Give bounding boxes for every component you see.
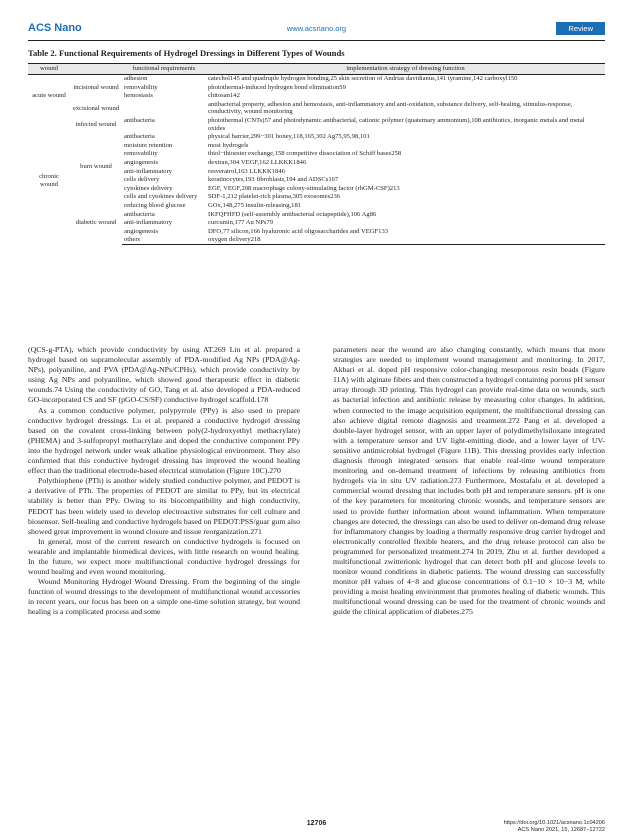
cell-subtype: excisional wound — [72, 104, 120, 112]
cell-requirement — [122, 100, 206, 116]
header-wound: wound — [28, 64, 70, 75]
header-rule — [28, 40, 605, 41]
journal-url[interactable]: www.acsnano.org — [286, 24, 347, 33]
paragraph: As a common conductive polymer, polypyrrole (PPy) is also used to prepare conductive hydrogel dressings. Lu et al. prepared a conductive hydrogel dressing based on the covalent cross-linking between poly(2-hydroxyethyl methacrylate) (PHEMA) and 3-sulfopropyl methacrylate and doped the conductive component PPy into the hydrogel network under weak alkaline physiological environment. They also confirmed that this conductive hydrogel dressing has improved the wound healing effect than the traditional electrode-based electrical stimulation (Figure 10C).270 — [28, 405, 300, 476]
cell-strategy: SDF-1,212 platelet-rich plasma,305 exosomes236 — [208, 193, 341, 201]
page-number: 12706 — [306, 820, 327, 827]
cell-requirement: others — [122, 236, 206, 245]
cell-subtype: burn wound — [80, 163, 112, 171]
journal-name: ACS Nano — [28, 22, 82, 34]
table-row — [28, 202, 605, 211]
cell-requirement: cytokines delivery — [124, 184, 173, 192]
header-subtype — [70, 64, 122, 75]
section-badge: Review — [556, 22, 605, 35]
cell-requirement: cells delivery — [124, 176, 160, 184]
cell-strategy: dextran,304 VEGF,162 LLKKK1846 — [208, 159, 307, 167]
citation: ACS Nano 2021, 15, 12687−12722 — [517, 827, 605, 833]
cell-requirement: antibacteria — [124, 117, 155, 125]
cell-subtype: infected wound — [75, 120, 117, 128]
cell-requirement: hemostasis — [124, 92, 153, 100]
cell-requirement: removability — [124, 83, 158, 91]
cell-strategy: curcumin,177 Au NPs79 — [208, 219, 274, 227]
paragraph: Wound Monitoring Hydrogel Wound Dressing. From the beginning of the single function of wound dressings to the development of multifunctional wound accessories in recent years, our focus has been on a simple one-time solution strategy, but wound healing is a complicated process and some — [28, 577, 300, 617]
table-row — [28, 100, 605, 116]
cell-requirement: removability — [124, 150, 158, 158]
requirements-table — [28, 63, 605, 245]
cell-wound: acute wound — [32, 91, 66, 99]
cell-strategy: DFO,77 silicon,166 hyaluronic acid oligosaccharides and VEGF133 — [208, 227, 389, 235]
cell-requirement: reducing blood glucose — [124, 202, 186, 209]
cell-strategy: resveratrol,163 LLKKK1846 — [208, 167, 285, 175]
header-requirements: functional requirements — [122, 64, 206, 75]
paragraph: In general, most of the current research on conductive hydrogels is focused on wearable and implantable biomedical devices, with little research on wound healing. In the future, we expect more multifunctional conductive hydrogel dressings for wound healing and even wound monitoring. — [28, 536, 300, 577]
cell-requirement: antibacteria — [124, 133, 155, 141]
cell-requirement: anti-inflammatory — [124, 167, 172, 175]
cell-strategy: chitosan142 — [208, 92, 240, 100]
cell-strategy: IKFQFHFD (self-assembly antibacterial octapeptide),106 Ag86 — [208, 210, 377, 218]
cell-strategy: physical barrier,299−301 honey,118,165,302 Ag75,95,98,101 — [208, 133, 370, 141]
cell-requirement: antibacteria — [124, 210, 155, 218]
paragraph: parameters near the wound are also changing constantly, which means that more strategies are needed to implement wound management and monitoring. In 2017, Akbari et al. doped pH responsive color-changing mesoporous resin beads (Figure 11A) with alginate fibers and then constructed a hydrogel containing porous pH sensor array through 3D printing. This hydrogel can provide real-time data on wounds, such as bacterial infection and antibiotic release by measuring color changes. In addition, when connected to the image acquisition equipment, the multifunctional dressing can also achieve digital remote diagnosis and treatment.272 Pang et al. developed a double-layer hydrogel sensor, with an upper layer of polydimethylsiloxane integrated with a temperature sensor and UV light-emitting diode, and a lower layer of UV-sensitive antimicrobial hydrogel (Figure 11B). This dressing provides early infection diagnosis through integrated sensors that enable real-time wound temperature monitoring and on-demand treatment of infections by releasing antibiotics from hydrogels via in situ UV radiation.273 Furthermore, Mostafalu et al. developed a commercial wound dressing that includes both pH and temperature sensors. pH is one of the key parameters for monitoring chronic wounds, and temperature sensors are used to provide further information about wound inflammation. When temperature changes are detected, the dressings can also be used to deliver on-demand drug release for inflammatory changes by loading a thermally responsive drug carrier hydrogel and electronically controlled flexible heaters, and the drug release protocol can also be programmed for personalized treatment.274 In 2019, Zhu et al. further developed a multifunctional zwitterionic hydrogel that can detect both pH and glucose levels to monitor wound conditions in diabetic patients. The wound dressing can successfully monitor pH values of 4−8 and glucose concentrations of 0.1−10 × 10−3 M, while providing a moist healing environment that promotes healing of diabetic wounds. This multifunctional wound dressing can be used for the treatment of chronic wounds and guide the clinical application of diabetes.275 — [333, 345, 605, 617]
cell-wound: chronic wound — [39, 173, 59, 188]
cell-subtype: incisional wound — [73, 83, 119, 91]
cell-requirement: cells and cytokines delivery — [124, 193, 198, 201]
paragraph: (QCS-g-PTA), which provide conductivity by using AT.269 Lin et al. prepared a hydrogel based on supramolecular assembly of PDA-modified Ag NPs (PDA@Ag-NPs), polyaniline, and PVA (PDA@Ag-NPs/CPHs), which provide conductivity by using Ag NPs and polyaniline, which showed good therapeutic effect in diabetic wounds.74 Using the conductivity of GO, Tang et al. also developed a PDA-reduced GO-incorporated CS and SF (pGO-CS/SF) conductive hydrogel scaffold.178 — [28, 345, 300, 405]
page-header — [28, 22, 605, 42]
table-row — [28, 133, 605, 142]
cell-requirement: moisture retention — [124, 141, 173, 149]
cell-requirement: angiogenesis — [124, 159, 159, 167]
cell-strategy: EGF, VEGF,208 macrophage colony-stimulating factor (rhGM-CSF)213 — [208, 184, 400, 192]
left-column — [28, 345, 300, 618]
cell-strategy: GOx,148,275 insulin-releasing,181 — [208, 202, 302, 209]
header-strategy: implementation strategy of dressing function — [206, 64, 605, 75]
doi-link[interactable]: https://doi.org/10.1021/acsnano.1c04206 — [503, 820, 605, 826]
table-caption: Table 2. Functional Requirements of Hydrogel Dressings in Different Types of Wounds — [28, 48, 345, 58]
table-row — [28, 74, 605, 83]
right-column — [333, 345, 605, 618]
cell-strategy: most hydrogels — [208, 141, 249, 149]
doi-block — [504, 820, 605, 834]
cell-strategy: thiol−thioester exchange,158 competitive dissociation of Schiff bases258 — [208, 150, 402, 158]
cell-strategy: keratinocytes,193 fibroblasts,194 and ADSCs167 — [208, 176, 339, 184]
paragraph: Polythiophene (PTh) is another widely studied conductive polymer, and PEDOT is a derivative of PTh. The properties of PEDOT are similar to PPy, but its electrical stability is better than PPy. Owing to its biocompatibility and high conductivity, PEDOT has been widely used to develop electroactive substrates for cell culture and biosensor. Self-healing and conductive hydrogels based on PEDOT:PSS/guar gum also showed great improvement in wound closure and tissue reorganization.271 — [28, 476, 300, 536]
table-row — [28, 117, 605, 133]
cell-strategy: photothermal-induced hydrogen bond elimination59 — [208, 83, 346, 91]
cell-strategy: oxygen delivery218 — [206, 236, 605, 245]
cell-requirement: adhesion — [124, 75, 148, 83]
table-body — [28, 74, 605, 245]
table-header-row — [28, 64, 605, 75]
cell-requirement: anti-inflammatory — [124, 219, 172, 227]
cell-strategy: catechol145 and quadruple hydrogen bonding,25 skin secretion of Andrias davidianus,141 tyramine,142 carboxyl150 — [208, 75, 518, 83]
cell-requirement: angiogenesis — [124, 227, 159, 235]
cell-strategy: photothermal (CNTs)57 and photodynamic antibacterial, cationic polymer (quaternary ammonium),108 antibiotics, inorganic metals and metal oxides — [208, 117, 585, 132]
cell-strategy: antibacterial property, adhesion and hemostasis, anti-inflammatory and anti-oxidation, substance delivery, self-healing, stimulus-response, conductivity, wound monitoring — [208, 100, 573, 116]
cell-subtype: diabetic wound — [75, 219, 117, 227]
